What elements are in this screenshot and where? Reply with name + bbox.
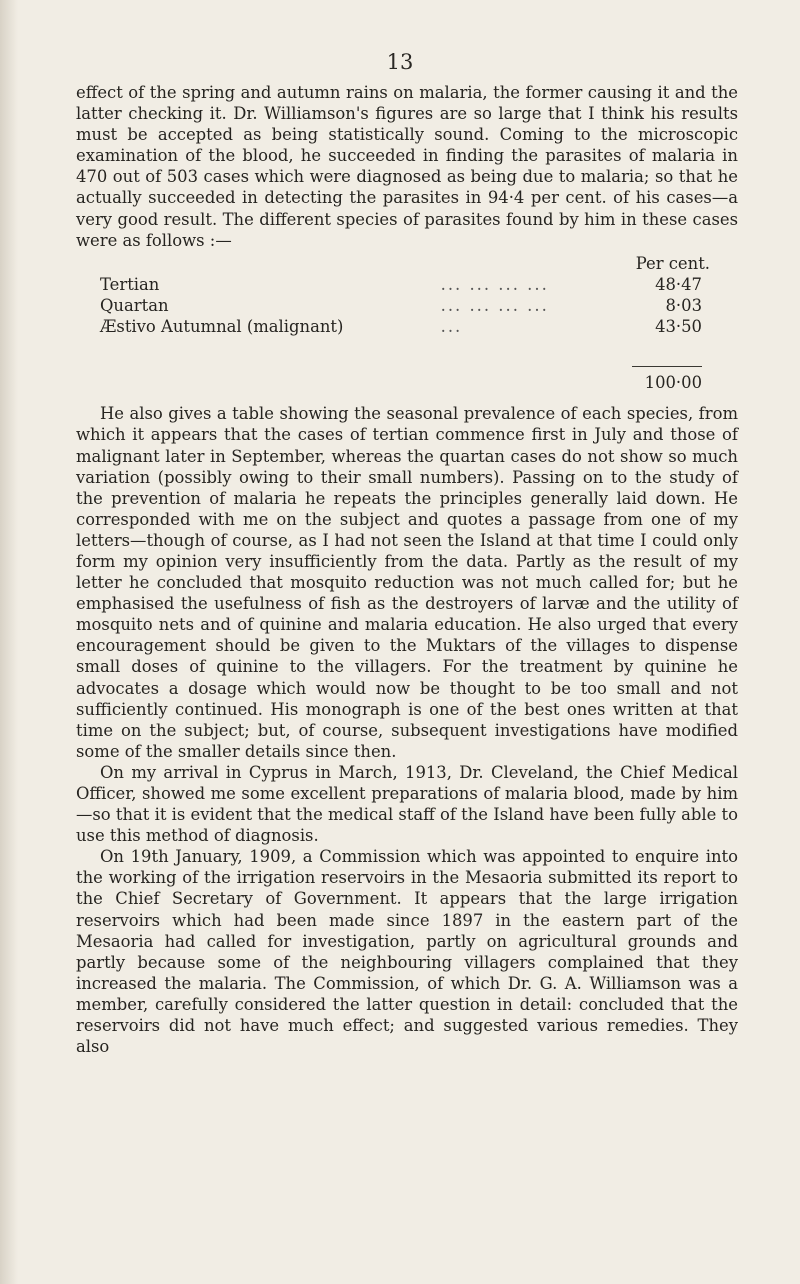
leader-dots: ... — [440, 317, 463, 337]
table-row — [100, 316, 710, 337]
species-value: 43·50 — [655, 317, 702, 337]
species-table — [100, 253, 710, 394]
table-row — [100, 274, 710, 295]
intro-paragraph: effect of the spring and autumn rains on malaria, the former causing it and the latter checking it. Dr. Williamson's figures are so large that I think his results must be accepted as being statistically sound. Coming to the microscopic examination of the blood, he succeeded in finding the parasites of malaria in 470 out of 503 cases which were diagnosed as being due to malaria; so that he actually succeeded in detecting the parasites in 94·4 per cent. of his cases—a very good result. The different species of parasites found by him in these cases were as follows :— — [76, 83, 738, 250]
species-value: 48·47 — [655, 274, 702, 294]
paragraph: On 19th January, 1909, a Commission which was appointed to enquire into the working of the irrigation reservoirs in the Mesaoria submitted its report to the Chief Secretary of Government. It appears that the large irrigation reservoirs which had been made since 1897 in the eastern part of the Mesaoria had called for investigation, partly on agricultural grounds and partly because some of the neighbouring villagers complained that they increased the malaria. The Commission, of which Dr. G. A. Williamson was a member, carefully considered the latter question in detail: concluded that the reservoirs did not have much effect; and suggested various remedies. They also — [76, 847, 738, 1057]
page-number: 13 — [386, 50, 414, 74]
table-header-row — [100, 253, 710, 274]
table-total: 100·00 — [644, 373, 702, 393]
species-name: Æstivo Autumnal (malignant) — [100, 317, 344, 337]
page-edge-shadow — [0, 0, 18, 1284]
paragraph: He also gives a table showing the seasonal prevalence of each species, from which it appears that the cases of tertian commence first in July and those of malignant later in September, whereas the quartan cases do not show so much variation (possibly owing to their small numbers). Passing on to the study of the prevention of malaria he repeats the principles generally laid down. He corresponded with me on the subject and quotes a passage from one of my letters—though of course, as I had not seen the Island at that time I could only form my opinion very insufficiently from the data. Partly as the result of my letter he concluded that mosquito reduction was not much called for; but he emphasised the usefulness of fish as the destroyers of larvæ and the utility of mosquito nets and of quinine and malaria education. He also urged that every encouragement should be given to the Muktars of the villages to dispense small doses of quinine to the villagers. For the treatment by quinine he advocates a dosage which would now be thought to be too small and not sufficiently continued. His monograph is one of the best ones written at that time on the subject; but, of course, subsequent investigations have modified some of the smaller details since then. — [76, 404, 738, 761]
species-name: Tertian — [100, 274, 160, 294]
leader-dots: ... ... ... ... — [440, 295, 549, 315]
leader-dots: ... ... ... ... — [440, 274, 549, 294]
page-body — [76, 82, 738, 1057]
table-header: Per cent. — [635, 253, 710, 273]
table-row — [100, 295, 710, 316]
table-total-row — [100, 337, 710, 393]
species-value: 8·03 — [665, 295, 702, 315]
paragraph: On my arrival in Cyprus in March, 1913, Dr. Cleveland, the Chief Medical Officer, showed me some excellent preparations of malaria blood, made by him—so that it is evident that the medical staff of the Island have been fully able to use this method of diagnosis. — [76, 762, 738, 846]
total-rule — [632, 366, 702, 367]
species-name: Quartan — [100, 295, 169, 315]
